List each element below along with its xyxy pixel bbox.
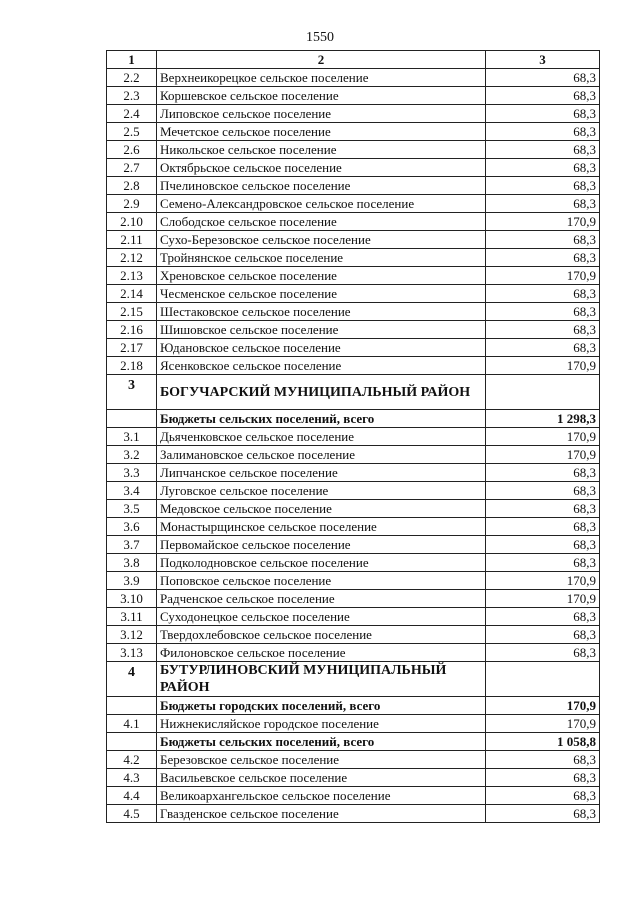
row-name: Никольское сельское поселение [157,141,486,159]
row-name: Липчанское сельское поселение [157,464,486,482]
row-number: 3.6 [107,518,157,536]
row-name: Бюджеты сельских поселений, всего [157,733,486,751]
row-number: 4 [107,662,157,697]
row-value: 68,3 [486,231,600,249]
table-row [107,787,600,805]
table-row [107,339,600,357]
row-value: 170,9 [486,446,600,464]
table-row [107,69,600,87]
row-name: Луговское сельское поселение [157,482,486,500]
row-name: Шишовское сельское поселение [157,321,486,339]
row-number: 2.13 [107,267,157,285]
total-row [107,697,600,715]
table-row [107,428,600,446]
row-value: 68,3 [486,69,600,87]
row-name: БОГУЧАРСКИЙ МУНИЦИПАЛЬНЫЙ РАЙОН [157,375,486,410]
row-number: 4.4 [107,787,157,805]
table-row [107,554,600,572]
row-number: 3.7 [107,536,157,554]
total-row [107,733,600,751]
row-name: Пчелиновское сельское поселение [157,177,486,195]
table-row [107,195,600,213]
row-number: 2.5 [107,123,157,141]
row-value: 68,3 [486,285,600,303]
row-value: 170,9 [486,697,600,715]
row-value: 68,3 [486,769,600,787]
table-row [107,500,600,518]
row-name: Ясенковское сельское поселение [157,357,486,375]
row-value: 68,3 [486,177,600,195]
row-value: 170,9 [486,572,600,590]
row-name: Мечетское сельское поселение [157,123,486,141]
table-row [107,715,600,733]
row-name: Чесменское сельское поселение [157,285,486,303]
row-number: 3.13 [107,644,157,662]
row-number: 3.1 [107,428,157,446]
row-name: Медовское сельское поселение [157,500,486,518]
row-name: Филоновское сельское поселение [157,644,486,662]
row-value: 170,9 [486,715,600,733]
row-value: 170,9 [486,213,600,231]
row-name: Шестаковское сельское поселение [157,303,486,321]
row-number: 2.10 [107,213,157,231]
row-number [107,733,157,751]
table-row [107,177,600,195]
table-row [107,518,600,536]
table-row [107,626,600,644]
row-value: 68,3 [486,303,600,321]
row-name: БУТУРЛИНОВСКИЙ МУНИЦИПАЛЬНЫЙ РАЙОН [157,662,486,697]
table-row [107,105,600,123]
row-name: Подколодновское сельское поселение [157,554,486,572]
row-name: Слободское сельское поселение [157,213,486,231]
row-number [107,697,157,715]
budget-table-body [107,51,600,823]
row-number: 2.14 [107,285,157,303]
table-row [107,357,600,375]
row-value: 68,3 [486,123,600,141]
header-col-2: 2 [157,51,486,69]
row-number: 2.17 [107,339,157,357]
row-value: 68,3 [486,626,600,644]
row-name: Монастырщинское сельское поселение [157,518,486,536]
row-name: Юдановское сельское поселение [157,339,486,357]
row-value: 68,3 [486,339,600,357]
row-value: 68,3 [486,644,600,662]
row-name: Первомайское сельское поселение [157,536,486,554]
row-name: Липовское сельское поселение [157,105,486,123]
table-row [107,590,600,608]
table-row [107,644,600,662]
row-value: 68,3 [486,518,600,536]
table-row [107,123,600,141]
row-number: 2.3 [107,87,157,105]
row-name: Сухо-Березовское сельское поселение [157,231,486,249]
row-number: 3.9 [107,572,157,590]
row-value: 68,3 [486,500,600,518]
row-number [107,410,157,428]
row-value: 1 298,3 [486,410,600,428]
table-row [107,446,600,464]
district-row [107,662,600,697]
row-name: Твердохлебовское сельское поселение [157,626,486,644]
row-name: Нижнекисляйское городское поселение [157,715,486,733]
row-number: 2.2 [107,69,157,87]
row-number: 4.5 [107,805,157,823]
row-value: 68,3 [486,554,600,572]
table-row [107,267,600,285]
row-name: Радченское сельское поселение [157,590,486,608]
row-number: 2.11 [107,231,157,249]
table-row [107,249,600,267]
table-row [107,482,600,500]
table-row [107,464,600,482]
row-value: 170,9 [486,267,600,285]
table-row [107,213,600,231]
row-value: 68,3 [486,321,600,339]
row-value: 68,3 [486,105,600,123]
total-row [107,410,600,428]
row-name: Бюджеты городских поселений, всего [157,697,486,715]
page-number: 1550 [306,30,334,45]
row-value: 68,3 [486,195,600,213]
row-value: 68,3 [486,787,600,805]
row-number: 3.2 [107,446,157,464]
row-number: 2.8 [107,177,157,195]
row-name: Великоархангельское сельское поселение [157,787,486,805]
row-name: Семено-Александровское сельское поселение [157,195,486,213]
row-value [486,662,600,697]
row-value: 68,3 [486,805,600,823]
row-name: Дьяченковское сельское поселение [157,428,486,446]
district-row [107,375,600,410]
row-number: 4.3 [107,769,157,787]
row-number: 2.6 [107,141,157,159]
row-value: 68,3 [486,751,600,769]
table-row [107,751,600,769]
row-number: 2.16 [107,321,157,339]
header-col-1: 1 [107,51,157,69]
row-number: 3.11 [107,608,157,626]
row-number: 2.9 [107,195,157,213]
row-number: 4.2 [107,751,157,769]
row-number: 2.12 [107,249,157,267]
table-header-row [107,51,600,69]
row-name: Поповское сельское поселение [157,572,486,590]
row-value: 68,3 [486,141,600,159]
table-row [107,285,600,303]
row-name: Бюджеты сельских поселений, всего [157,410,486,428]
budget-table [106,50,600,823]
table-row [107,303,600,321]
row-value: 68,3 [486,464,600,482]
table-row [107,572,600,590]
row-number: 3.12 [107,626,157,644]
row-number: 2.7 [107,159,157,177]
table-row [107,769,600,787]
row-value: 68,3 [486,87,600,105]
row-name: Залимановское сельское поселение [157,446,486,464]
row-number: 3.3 [107,464,157,482]
row-name: Березовское сельское поселение [157,751,486,769]
table-row [107,87,600,105]
row-name: Коршевское сельское поселение [157,87,486,105]
row-value: 68,3 [486,536,600,554]
row-number: 3.5 [107,500,157,518]
table-row [107,805,600,823]
table-row [107,231,600,249]
row-number: 2.4 [107,105,157,123]
row-number: 3.4 [107,482,157,500]
row-value: 68,3 [486,249,600,267]
row-number: 3 [107,375,157,410]
row-number: 3.10 [107,590,157,608]
row-value [486,375,600,410]
row-value: 68,3 [486,159,600,177]
row-name: Суходонецкое сельское поселение [157,608,486,626]
row-number: 3.8 [107,554,157,572]
row-name: Тройнянское сельское поселение [157,249,486,267]
row-name: Октябрьское сельское поселение [157,159,486,177]
row-value: 170,9 [486,428,600,446]
row-value: 170,9 [486,357,600,375]
header-col-3: 3 [486,51,600,69]
table-row [107,159,600,177]
table-row [107,536,600,554]
row-value: 1 058,8 [486,733,600,751]
row-name: Верхнеикорецкое сельское поселение [157,69,486,87]
table-row [107,141,600,159]
row-name: Гвазденское сельское поселение [157,805,486,823]
row-value: 68,3 [486,608,600,626]
row-number: 4.1 [107,715,157,733]
row-number: 2.15 [107,303,157,321]
table-row [107,608,600,626]
row-name: Хреновское сельское поселение [157,267,486,285]
table-row [107,321,600,339]
row-number: 2.18 [107,357,157,375]
row-value: 68,3 [486,482,600,500]
row-value: 170,9 [486,590,600,608]
row-name: Васильевское сельское поселение [157,769,486,787]
